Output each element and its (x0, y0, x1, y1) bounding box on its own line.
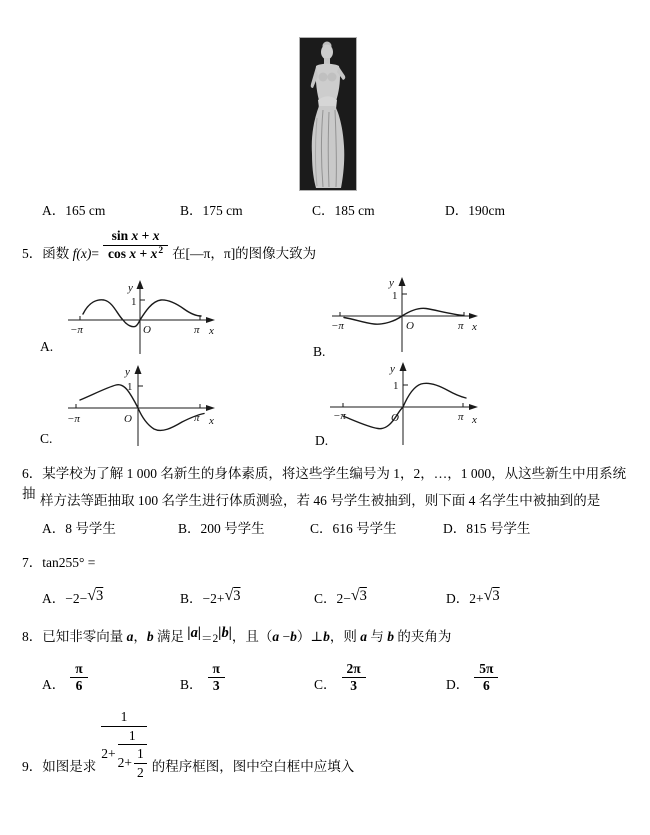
pi-label: π (458, 411, 464, 423)
neg-pi-label: −π (67, 413, 80, 425)
pi-label: π (458, 320, 464, 332)
option-label: B． (180, 677, 203, 693)
fraction-numerator: 5π (474, 661, 498, 678)
q5-fraction-numerator: sin x + x (103, 228, 168, 246)
q5-graph-c (58, 360, 228, 452)
neg-pi-label: −π (331, 320, 344, 332)
fraction-denominator: 3 (212, 678, 220, 694)
q8-option-c (314, 661, 366, 694)
pi-label: π (194, 324, 200, 336)
y-axis-label: y (125, 366, 130, 378)
origin-label: O (406, 320, 414, 332)
q5-graph-a-label: A. (40, 339, 54, 354)
statue-image (299, 37, 357, 191)
graph-d-curve (343, 383, 466, 428)
venus-statue-graphic (299, 37, 357, 191)
graph-a-curve (83, 300, 201, 327)
cf-level2-numerator: 1 (118, 727, 147, 746)
q9-suffix: 的程序框图，图中空白框中应填入 (151, 759, 355, 775)
q5-graph-d (318, 357, 488, 449)
q5-graph-d-label: D. (315, 433, 329, 448)
cf-level2-prefix: 2+ (101, 746, 116, 762)
q5-graph-b (320, 272, 490, 357)
q9-stem (22, 708, 354, 781)
q5-stem (22, 228, 316, 263)
y-tick-label: 1 (393, 380, 399, 392)
q6-option-b: B．200 号学生 (178, 521, 265, 536)
fraction (208, 661, 225, 694)
cf-level3-fraction (134, 745, 147, 781)
fraction (70, 661, 87, 694)
cf-level3-prefix: 2+ (117, 755, 132, 771)
q8-stem: 8．已知非零向量 a，b 满足 |a|＝2|b|，且（a −b）⊥b，则 a 与 b 的夹角为 (22, 625, 452, 645)
x-axis-label: x (209, 415, 214, 427)
cf-level1-numerator: 1 (101, 708, 147, 727)
q4-option-b: B．175 cm (180, 203, 243, 218)
q7-option-a: A．−2−√3 (42, 586, 104, 606)
continued-fraction (101, 708, 147, 781)
q9-prefix: 9．如图是求 (22, 759, 97, 775)
neg-pi-label: −π (333, 410, 346, 422)
q7-option-d: D．2+√3 (446, 586, 500, 606)
cf-level3-numerator: 1 (134, 745, 147, 764)
q4-option-d: D．190cm (445, 203, 505, 218)
q5-stem-prefix: 5．函数 f(x)= (22, 245, 99, 261)
q5-fraction (103, 228, 168, 263)
x-axis-label: x (209, 325, 214, 337)
fraction-numerator: 2π (342, 661, 366, 678)
fraction-numerator: π (70, 661, 87, 678)
origin-label: O (391, 412, 399, 424)
q7-option-b: B．−2+√3 (180, 586, 241, 606)
cf-level2-denominator (118, 745, 147, 781)
y-tick-label: 1 (131, 296, 137, 308)
fraction-denominator: 6 (482, 678, 490, 694)
q4-option-c: C．185 cm (312, 203, 375, 218)
fraction-denominator: 3 (350, 678, 357, 694)
origin-label: O (143, 324, 151, 336)
q5-graph-a (55, 276, 225, 356)
y-axis-label: y (389, 277, 394, 289)
y-tick-label: 1 (392, 290, 398, 302)
y-axis-label: y (128, 282, 133, 294)
q7-option-c: C．2−√3 (314, 586, 367, 606)
q6-option-a: A．8 号学生 (42, 521, 116, 536)
fraction (474, 661, 498, 694)
cf-level3-denominator: 2 (137, 764, 144, 780)
q6-option-c: C．616 号学生 (310, 521, 397, 536)
y-axis-label: y (390, 363, 395, 375)
q6-stem-line2: 样方法等距抽取 100 名学生进行体质测验，若 46 号学生被抽到，则下面 4 名学生中被抽到的是 (40, 493, 601, 508)
option-label: D． (446, 677, 470, 693)
q5-fraction-denominator: $\cos x + x^2$ (107, 245, 164, 261)
neg-pi-label: −π (70, 324, 83, 336)
q7-stem: 7．tan255° = (22, 555, 96, 570)
origin-label: O (124, 413, 132, 425)
q4-option-a: A．165 cm (42, 203, 106, 218)
x-axis-label: x (472, 321, 477, 333)
fraction (342, 661, 366, 694)
q5-graph-c-label: C. (40, 431, 53, 446)
cf-level1-denominator (101, 727, 147, 782)
q8-option-b (180, 661, 225, 694)
q6-stem-line1: 6．某学校为了解 1 000 名新生的身体素质，将这些学生编号为 1，2，…，1 000，从这些新生中用系统抽 (22, 466, 627, 501)
option-label: C． (314, 677, 337, 693)
x-axis-label: x (472, 414, 477, 426)
fraction-denominator: 6 (75, 678, 83, 694)
q5-stem-suffix: 在[—π，π]的图像大致为 (172, 245, 317, 261)
y-tick-label: 1 (127, 381, 133, 393)
option-label: A． (42, 677, 66, 693)
q6-option-d: D．815 号学生 (443, 521, 531, 536)
axes-and-ticks (68, 365, 215, 446)
q5-graph-b-label: B. (313, 344, 326, 359)
cf-level2-fraction (118, 727, 147, 782)
q8-option-d (446, 661, 498, 694)
fraction-numerator: π (208, 661, 225, 678)
pi-label: π (194, 412, 200, 424)
q8-option-a (42, 661, 88, 694)
